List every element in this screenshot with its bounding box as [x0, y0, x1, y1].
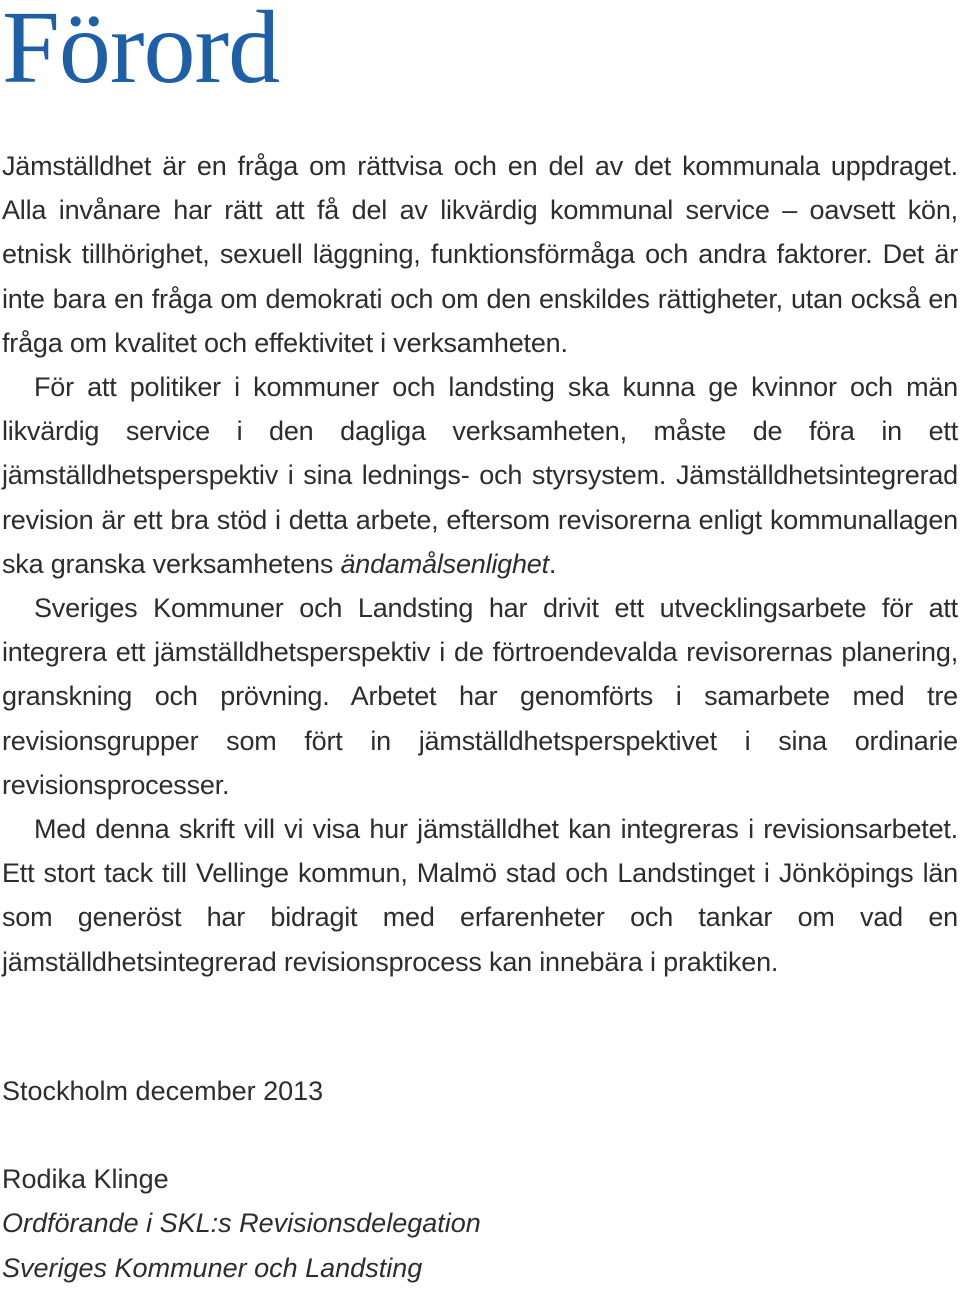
signoff-block	[2, 1069, 958, 1290]
signatory-name: Rodika Klinge	[2, 1164, 169, 1195]
signatory-organization: Sveriges Kommuner och Landsting	[2, 1252, 423, 1283]
paragraph-3: Sveriges Kommuner och Landsting har drivit ett utvecklingsarbete för att integrera ett jämställdhetsperspektiv i de förtroendevalda revisorernas planering, granskning och prövning. Arbetet har genomförts i samarbete med tre revisionsgrupper som fört in jämställdhetsperspektivet i sina ordinarie revisionsprocesser.	[2, 593, 958, 800]
page-title: Förord	[2, 0, 280, 105]
paragraph-2	[2, 365, 958, 586]
foreword-body	[2, 144, 958, 984]
paragraph-2-emphasis: ändamålsenlighet	[340, 548, 549, 579]
paragraph-2-text: För att politiker i kommuner och landsting ska kunna ge kvinnor och män likvärdig service i den dagliga verksamheten, måste de föra in ett jämställdhetsperspektiv i sina lednings- och styrsystem. Jämställdhetsintegrerad revision är ett bra stöd i detta arbete, eftersom revisorerna enligt kommunallagen ska granska verksamhetens	[2, 372, 958, 579]
paragraph-4: Med denna skrift vill vi visa hur jämställdhet kan integreras i revisionsarbetet. Ett stort tack till Vellinge kommun, Malmö stad och Landstinget i Jönköpings län som generöst har bidragit med erfarenheter och tankar om vad en jämställdhetsintegrerad revisionsprocess kan innebära i praktiken.	[2, 814, 958, 977]
signatory-role: Ordförande i SKL:s Revisionsdelegation	[2, 1208, 481, 1239]
paragraph-1: Jämställdhet är en fråga om rättvisa och en del av det kommunala uppdraget. Alla invånare har rätt att få del av likvärdig kommunal service – oavsett kön, etnisk tillhörighet, sexuell läggning, funktionsförmåga och andra faktorer. Det är inte bara en fråga om demokrati och om den enskildes rättigheter, utan också en fråga om kvalitet och effektivitet i verksamheten.	[2, 151, 958, 358]
place-and-date: Stockholm december 2013	[2, 1076, 324, 1106]
paragraph-2-end: .	[548, 548, 557, 579]
